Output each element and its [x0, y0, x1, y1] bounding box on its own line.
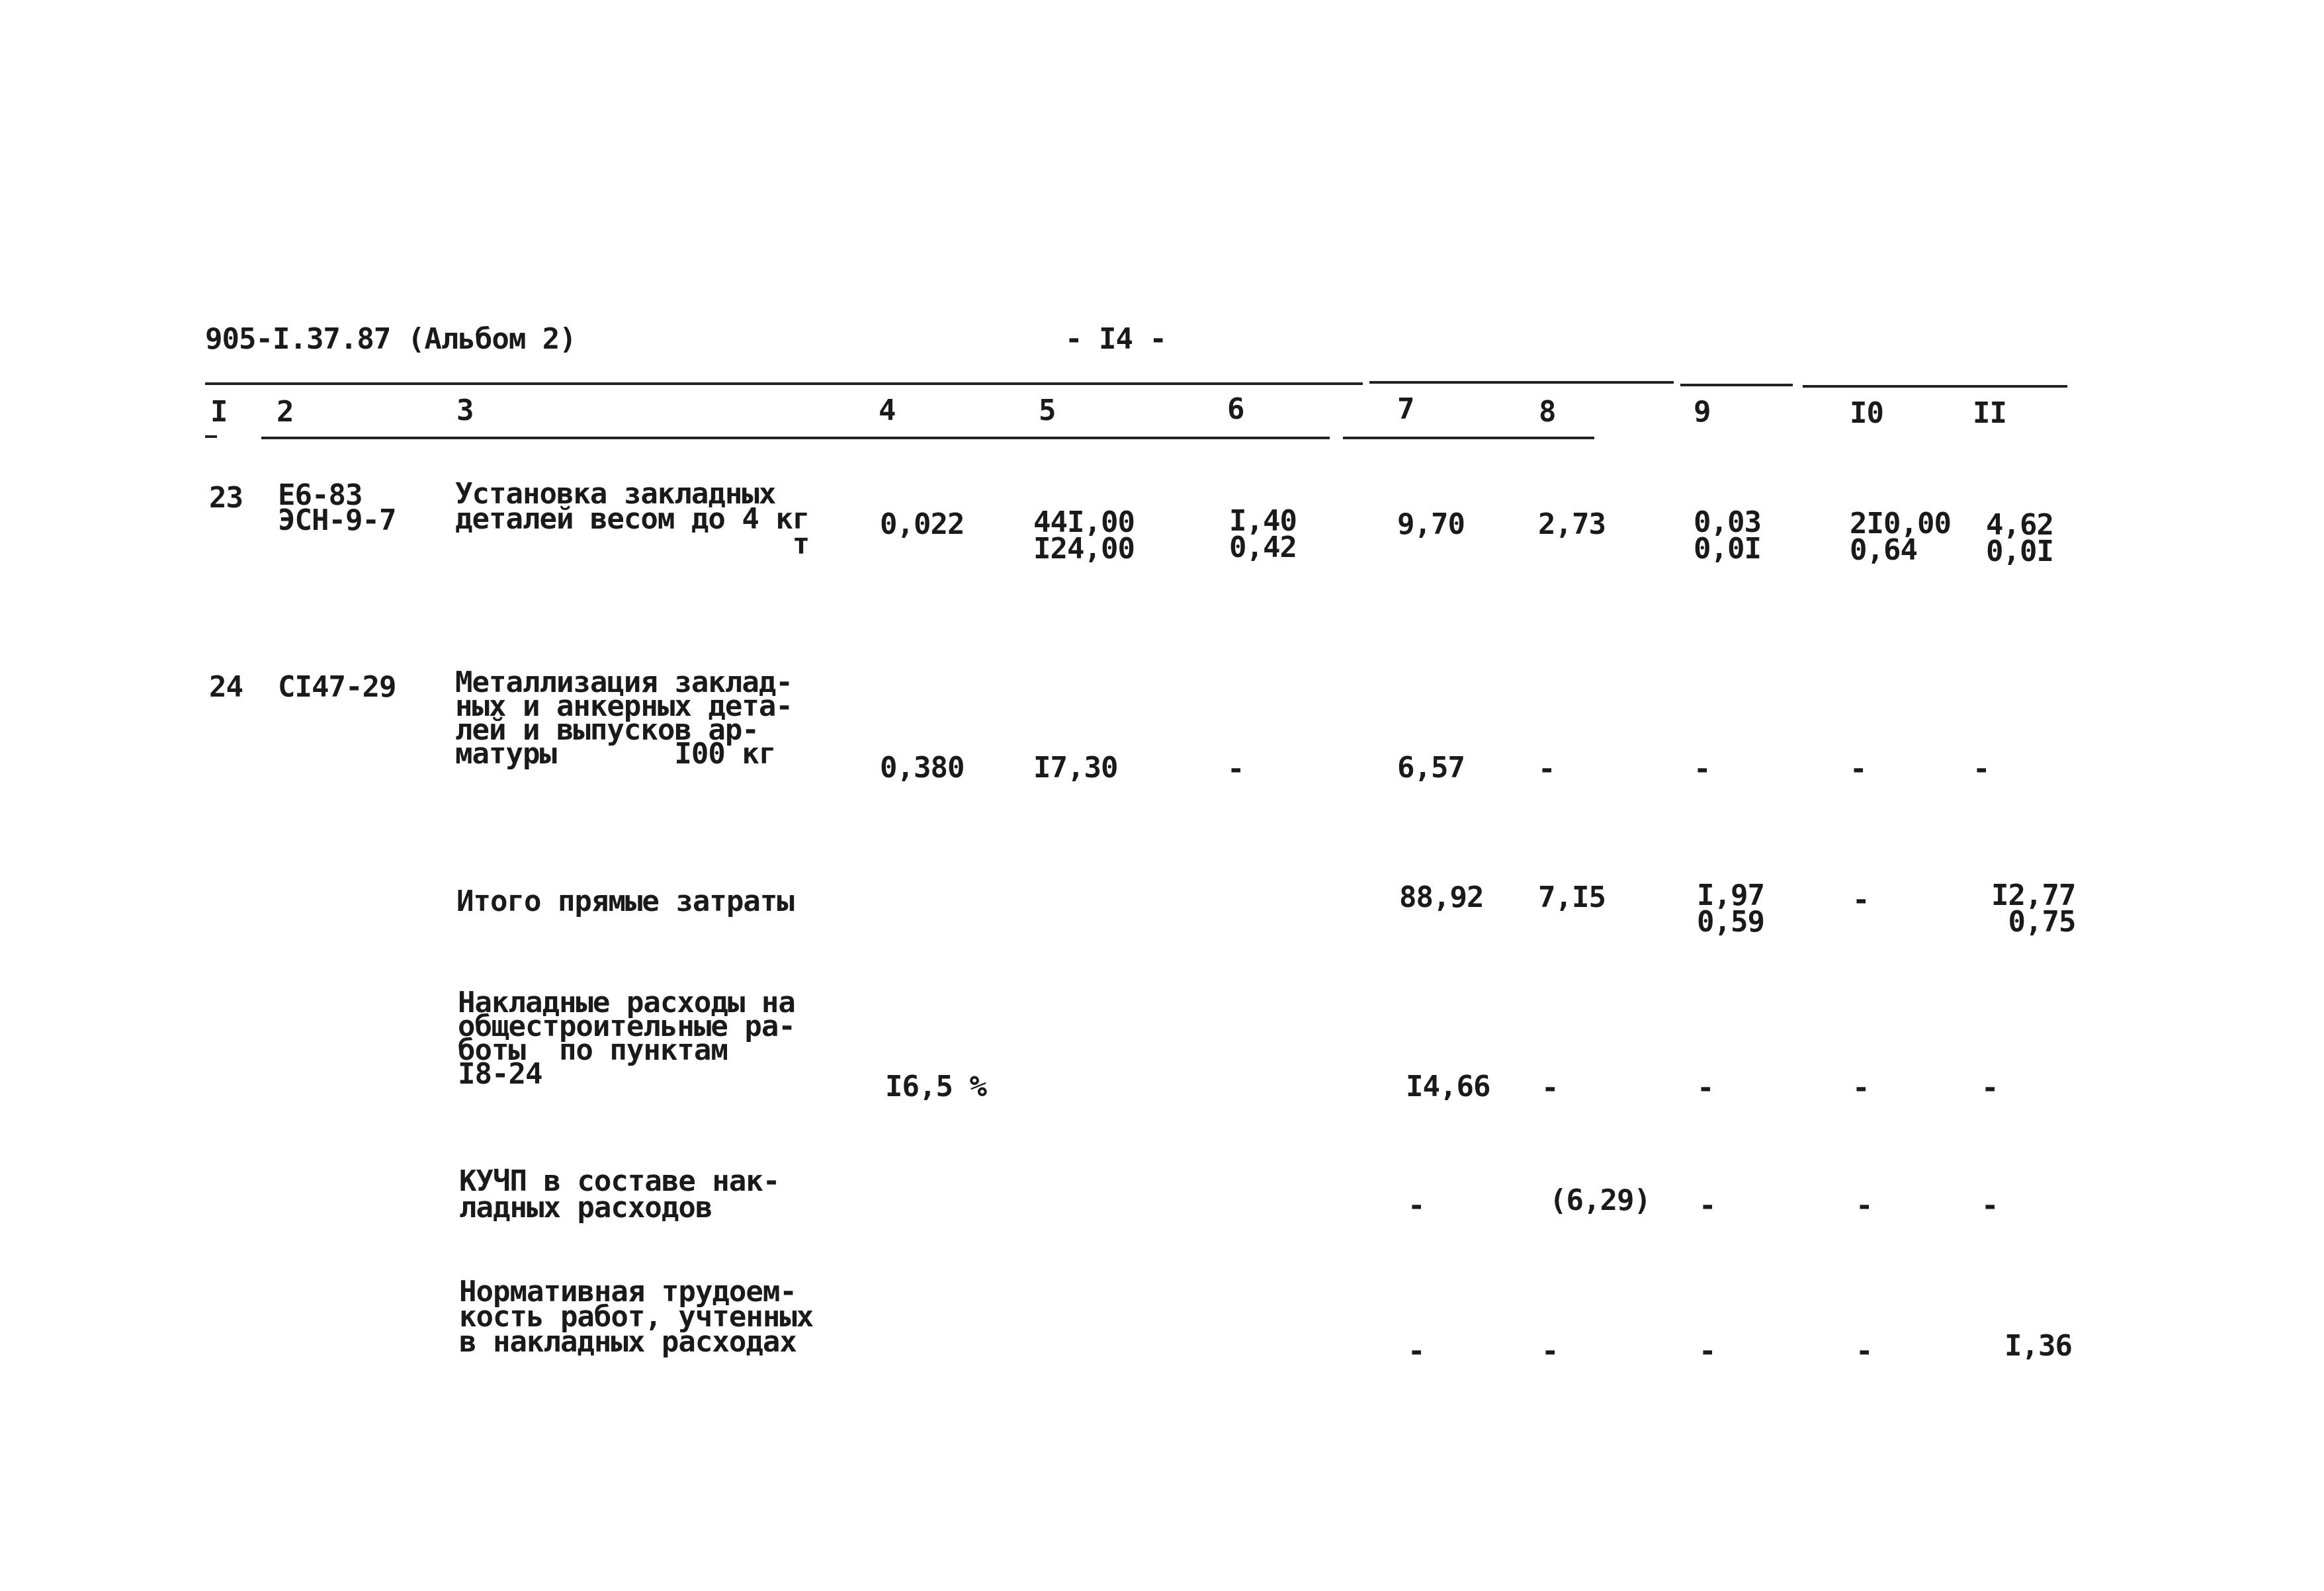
- cell-col9: -: [1697, 1071, 1714, 1105]
- cell-col10: -: [1850, 752, 1867, 786]
- cell-col11: I,36: [2004, 1329, 2072, 1363]
- header-rule-top: [1680, 384, 1793, 386]
- row-code: СI47-29: [278, 670, 396, 704]
- cell-col6: -: [1227, 752, 1244, 786]
- cell-col7: -: [1408, 1334, 1425, 1368]
- header-rule-bottom: [205, 435, 217, 438]
- cell-col8: -: [1541, 1334, 1559, 1368]
- column-header: I0: [1850, 396, 1883, 430]
- cell-col8: -: [1541, 1071, 1559, 1105]
- cell-col9: -: [1699, 1334, 1716, 1368]
- column-header: 4: [879, 394, 896, 427]
- cell-col7: I4,66: [1406, 1070, 1490, 1103]
- column-header: 3: [456, 394, 474, 427]
- cell-col7: 9,70: [1397, 507, 1465, 541]
- row-description: Установка закладных деталей весом до 4 кг т: [455, 477, 810, 561]
- cell-col11: I2,77 0,75: [1991, 879, 2076, 939]
- cell-col9: -: [1699, 1189, 1716, 1223]
- summary-description: Итого прямые затраты: [456, 884, 794, 918]
- cell-col9: I,97 0,59: [1697, 879, 1764, 939]
- cell-col8: 7,I5: [1538, 881, 1606, 914]
- cell-col8: (6,29): [1549, 1183, 1651, 1217]
- cell-col6: I,40 0,42: [1229, 504, 1297, 564]
- column-header: 6: [1227, 392, 1244, 426]
- cell-col7: -: [1408, 1189, 1425, 1223]
- cell-col9: -: [1694, 752, 1711, 786]
- cell-col5: I7,30: [1033, 751, 1118, 785]
- column-header: 7: [1397, 392, 1414, 426]
- cell-col4: 0,380: [880, 751, 965, 785]
- cell-col11: -: [1981, 1071, 1999, 1105]
- summary-description: КУЧП в составе нак- ладных расходов: [459, 1164, 780, 1225]
- cell-col4: 0,022: [880, 507, 965, 541]
- row-number: 24: [209, 670, 243, 704]
- cell-col5: 44I,00 I24,00: [1033, 505, 1135, 566]
- header-rule-top: [1803, 385, 2067, 388]
- cell-col4: I6,5 %: [885, 1070, 986, 1103]
- header-rule-bottom: [1343, 437, 1594, 439]
- summary-description: Нормативная трудоем- кость работ, учтенных в накладных расходах: [459, 1275, 814, 1359]
- column-header: 5: [1039, 394, 1056, 427]
- cell-col8: -: [1538, 752, 1555, 786]
- row-description: Металлизация заклад- ных и анкерных дета- лей и выпусков ар- матуры I00 кг: [455, 666, 793, 771]
- column-header: I: [210, 395, 228, 429]
- row-code: Е6-83 ЭСН-9-7: [278, 478, 396, 537]
- cell-col11: -: [1973, 752, 1990, 786]
- cell-col8: 2,73: [1538, 507, 1606, 541]
- page-number: - I4 -: [1065, 322, 1166, 356]
- cell-col7: 6,57: [1397, 751, 1465, 785]
- column-header: 2: [277, 395, 294, 429]
- cell-col10: -: [1852, 1071, 1870, 1105]
- cell-col11: 4,62 0,0I: [1986, 508, 2053, 568]
- summary-description: Накладные расходы на общестроительные ра- боты по пунктам I8-24: [458, 986, 795, 1091]
- cell-col10: -: [1856, 1334, 1873, 1368]
- cell-col10: -: [1856, 1189, 1873, 1223]
- cell-col11: -: [1981, 1189, 1999, 1223]
- cell-col10: 2I0,00 0,64: [1850, 507, 1951, 567]
- document-code: 905-I.37.87 (Альбом 2): [205, 322, 576, 356]
- column-header: II: [1973, 396, 2006, 430]
- header-rule-top: [205, 382, 1363, 385]
- header-rule-top: [1369, 381, 1674, 384]
- row-number: 23: [209, 481, 243, 515]
- header-rule-bottom: [261, 437, 1330, 439]
- cell-col7: 88,92: [1399, 881, 1484, 914]
- column-header: 9: [1694, 395, 1711, 429]
- column-header: 8: [1539, 395, 1556, 429]
- cell-col10: -: [1852, 883, 1870, 917]
- cell-col9: 0,03 0,0I: [1694, 505, 1761, 566]
